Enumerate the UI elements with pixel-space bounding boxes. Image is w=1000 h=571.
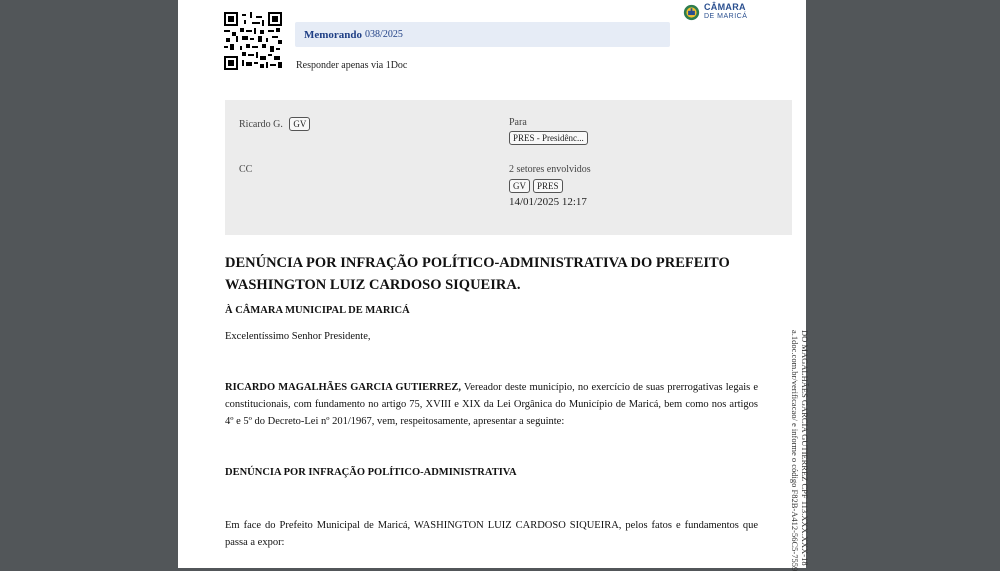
sent-date: 14/01/2025 12:17 (509, 196, 587, 208)
memo-number: 038/2025 (365, 29, 403, 40)
author-name: RICARDO MAGALHÃES GARCIA GUTIERREZ, (225, 382, 461, 393)
sender (239, 117, 313, 131)
sector-tag-gv[interactable]: GV (509, 179, 530, 193)
memo-label: Memorando (304, 28, 363, 41)
intro-text: Vereador deste município, no exercício de suas prerrogativas legais e constitucionais, com fundamento no artigo 75, XVIII e XIX da Lei Orgânica do Município de Maricá, bem como nos artigos 4º e 5º do Decreto-Lei nº 201/1967, vem, respeitosamente, apresentar a seguinte: (225, 382, 758, 427)
routing-panel (225, 100, 792, 235)
to-label: Para (509, 117, 527, 128)
reply-note: Responder apenas via 1Doc (296, 60, 408, 71)
memo-header-bar (295, 22, 670, 47)
recipient-tag[interactable]: PRES - Presidênc... (509, 131, 588, 145)
camara-seal-icon (683, 4, 700, 21)
denuncia-subtitle: DENÚNCIA POR INFRAÇÃO POLÍTICO-ADMINISTRATIVA (225, 467, 517, 478)
document-page (178, 0, 810, 571)
sender-tag[interactable]: GV (289, 117, 310, 131)
facts-paragraph: Em face do Prefeito Municipal de Maricá, WASHINGTON LUIZ CARDOSO SIQUEIRA, pelos fatos e fundamentos que passa a expor: (225, 520, 758, 548)
stamp-line1: DO MAGALHÃES GARCIA GUTIERREZ CPF 113.XXX.XXX-18 (800, 330, 810, 566)
sectors (509, 164, 591, 208)
sectors-label: 2 setores envolvidos (509, 164, 591, 175)
logo-line1: CÂMARA (704, 2, 746, 12)
sender-name: Ricardo G. (239, 119, 283, 130)
recipient (509, 117, 591, 145)
camara-logo (683, 3, 747, 21)
logo-line2: DE MARICÁ (704, 13, 748, 20)
cc-label: CC (239, 164, 253, 175)
stamp-line2: a.1doc.com.br/verificacao/ e informe o código F82B-A412-56C5-7559 (790, 330, 800, 571)
qr-code (224, 12, 282, 70)
sector-tag-pres[interactable]: PRES (533, 179, 563, 193)
salutation: Excelentíssimo Senhor Presidente, (225, 331, 371, 342)
document-title: DENÚNCIA POR INFRAÇÃO POLÍTICO-ADMINISTRATIVA DO PREFEITO WASHINGTON LUIZ CARDOSO SIQUEIRA. (225, 255, 730, 293)
verification-stamp (790, 330, 810, 571)
addressee: À CÂMARA MUNICIPAL DE MARICÁ (225, 305, 410, 316)
intro-paragraph (225, 379, 758, 430)
